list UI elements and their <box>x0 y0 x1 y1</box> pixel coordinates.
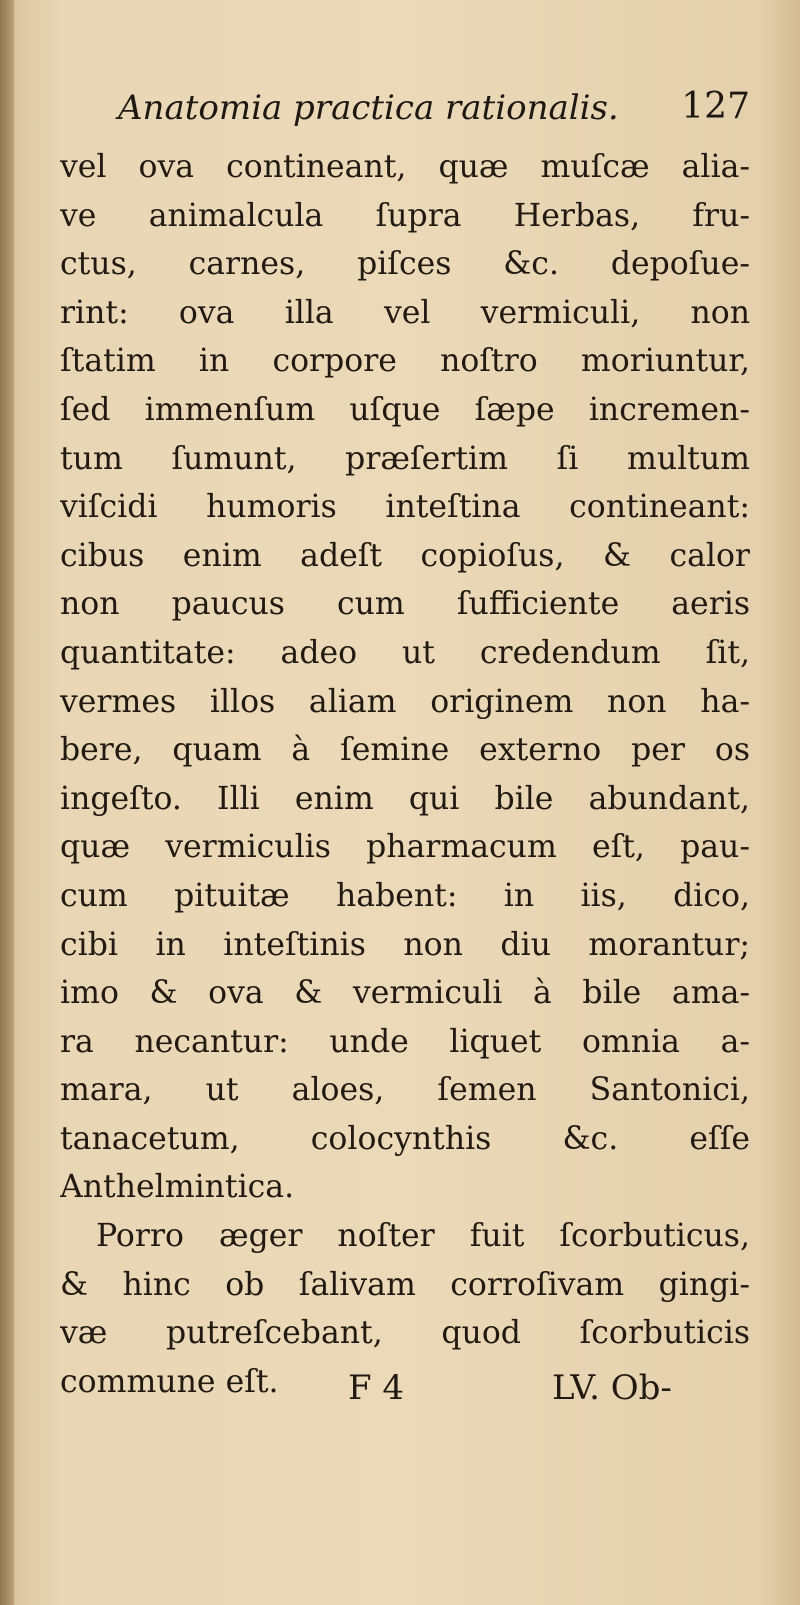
text-line: cibus enim adeſt copioſus, & calor <box>60 537 750 574</box>
text-line: viſcidi humoris inteſtina contineant: <box>60 489 750 526</box>
text-line: Porro æger noſter fuit ſcorbuticus, <box>96 1218 750 1255</box>
text-line: væ putreſcebant, quod ſcorbuticis <box>60 1315 750 1352</box>
page-number: 127 <box>681 86 750 127</box>
catchword: LV. Ob- <box>552 1368 672 1408</box>
text-line: tanacetum, colocynthis &c. eſſe <box>60 1120 750 1157</box>
text-line: bere, quam à ſemine externo per os <box>60 732 750 769</box>
page-gutter <box>0 0 14 1605</box>
text-line: vel ova contineant, quæ muſcæ alia- <box>60 149 750 185</box>
text-line: quæ vermiculis pharmacum eſt, pau- <box>60 829 750 866</box>
text-line: mara, ut aloes, ſemen Santonici, <box>60 1072 750 1109</box>
text-line: non paucus cum ſufficiente aeris <box>60 586 750 623</box>
text-line: Anthelmintica. <box>60 1169 295 1206</box>
text-line: ctus, carnes, piſces &c. depoſue- <box>60 246 750 283</box>
page-footer <box>60 1368 760 1428</box>
text-line: cum pituitæ habent: in iis, dico, <box>60 877 750 914</box>
page-header <box>118 78 758 138</box>
text-line: vermes illos aliam originem non ha- <box>60 683 750 720</box>
text-line: quantitate: adeo ut credendum ſit, <box>60 634 750 671</box>
text-line: commune eſt. <box>60 1363 279 1400</box>
text-line: ſtatim in corpore noſtro moriuntur, <box>60 343 750 380</box>
body-text <box>60 143 750 1406</box>
text-line: rint: ova illa vel vermiculi, non <box>60 294 750 331</box>
text-line: ve animalcula ſupra Herbas, fru- <box>60 197 750 234</box>
text-line: & hinc ob ſalivam corroſivam gingi- <box>60 1266 750 1303</box>
text-line: ra necantur: unde liquet omnia a- <box>60 1023 750 1060</box>
signature-mark: F 4 <box>348 1368 405 1408</box>
text-line: imo & ova & vermiculi à bile ama- <box>60 975 750 1012</box>
text-line: ingeſto. Illi enim qui bile abundant, <box>60 780 750 817</box>
text-line: tum ſumunt, præſertim ſi multum <box>60 440 750 477</box>
running-title: Anatomia practica rationalis. <box>118 88 619 128</box>
text-line: ſed immenſum uſque ſæpe incremen- <box>60 391 750 428</box>
text-line: cibi in inteſtinis non diu morantur; <box>60 926 750 963</box>
